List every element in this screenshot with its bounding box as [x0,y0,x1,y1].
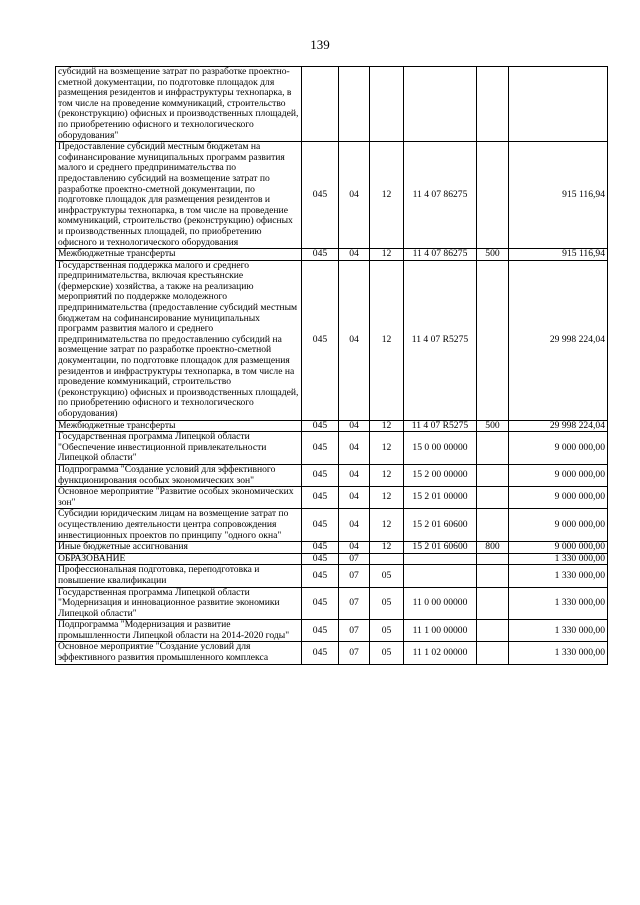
row-section-code: 04 [339,260,370,420]
row-admin-code: 045 [302,464,339,486]
row-target-article: 11 1 00 00000 [404,620,477,642]
table-row [56,420,608,432]
row-subsection-code: 12 [370,432,404,465]
row-section-code: 07 [339,620,370,642]
row-section-code: 04 [339,487,370,509]
row-name: ОБРАЗОВАНИЕ [56,553,302,565]
row-target-article: 11 4 07 R5275 [404,260,477,420]
row-expense-type [477,487,509,509]
row-name: Субсидии юридическим лицам на возмещение затрат по осуществлению деятельности центра сопровождения инвестиционных проектов по принципу "одного окна" [56,509,302,542]
row-subsection-code: 12 [370,260,404,420]
row-amount: 1 330 000,00 [509,620,608,642]
row-expense-type [477,432,509,465]
row-target-article: 15 0 00 00000 [404,432,477,465]
row-amount: 29 998 224,04 [509,260,608,420]
row-admin-code: 045 [302,142,339,249]
row-subsection-code: 12 [370,420,404,432]
table-row [56,620,608,642]
row-section-code: 07 [339,565,370,587]
row-section-code: 04 [339,249,370,261]
row-admin-code: 045 [302,642,339,664]
row-target-article: 11 4 07 86275 [404,249,477,261]
row-name: Подпрограмма "Модернизация и развитие промышленности Липецкой области на 2014-2020 годы" [56,620,302,642]
row-target-article: 15 2 01 60600 [404,509,477,542]
row-admin-code: 045 [302,542,339,554]
row-name: Государственная поддержка малого и среднего предпринимательства, включая крестьянские (фермерские) хозяйства, а также на реализацию мероприятий по поддержке молодежного предпринимательства (предоставление субсидий местным бюджетам на софинансирование муниципальных программ развития малого и среднего предпринимательства по предоставлению субсидий на возмещение затрат по разработке проектно-сметной документации, по подготовке площадок для размещения резидентов и инфраструктуры технопарка, в том числе на проведение коммуникаций, строительство (реконструкцию) офисных и производственных площадей, по приобретению офисного и технологического оборудования) [56,260,302,420]
table-row [56,67,608,142]
row-name: Межбюджетные трансферты [56,420,302,432]
row-subsection-code: 12 [370,542,404,554]
row-amount: 9 000 000,00 [509,509,608,542]
row-target-article: 15 2 00 00000 [404,464,477,486]
row-target-article [404,565,477,587]
row-amount: 9 000 000,00 [509,464,608,486]
row-section-code: 04 [339,142,370,249]
row-section-code: 07 [339,587,370,620]
row-admin-code: 045 [302,432,339,465]
row-subsection-code: 05 [370,587,404,620]
table-row [56,642,608,664]
table-row [56,542,608,554]
row-name: Основное мероприятие "Развитие особых экономических зон" [56,487,302,509]
row-admin-code: 045 [302,553,339,565]
row-subsection-code: 12 [370,249,404,261]
row-section-code: 04 [339,464,370,486]
row-name: Государственная программа Липецкой области "Модернизация и инновационное развитие экономики Липецкой области" [56,587,302,620]
table-row [56,565,608,587]
row-target-article: 15 2 01 60600 [404,542,477,554]
row-subsection-code: 12 [370,464,404,486]
row-name: Предоставление субсидий местным бюджетам на софинансирование муниципальных программ развития малого и среднего предпринимательства по предоставлению субсидий на возмещение затрат по разработке проектно-сметной документации, по подготовке площадок для размещения резидентов и инфраструктуры технопарка, в том числе на проведение коммуникаций, строительство (реконструкцию) офисных и производственных площадей, по приобретению офисного и технологического оборудования [56,142,302,249]
row-amount: 1 330 000,00 [509,642,608,664]
row-name: субсидий на возмещение затрат по разработке проектно-сметной документации, по подготовке площадок для размещения резидентов и инфраструктуры технопарка, в том числе на проведение коммуникаций, строительство (реконструкцию) офисных и производственных площадей, по приобретению офисного и технологического оборудования" [56,67,302,142]
row-subsection-code: 05 [370,620,404,642]
row-amount: 915 116,94 [509,142,608,249]
row-expense-type [477,142,509,249]
row-admin-code: 045 [302,260,339,420]
row-expense-type: 500 [477,249,509,261]
row-expense-type: 800 [477,542,509,554]
row-target-article [404,67,477,142]
table-row [56,587,608,620]
row-expense-type [477,565,509,587]
row-subsection-code [370,553,404,565]
row-section-code: 07 [339,553,370,565]
table-row [56,249,608,261]
row-amount: 9 000 000,00 [509,487,608,509]
table-row [56,142,608,249]
row-expense-type: 500 [477,420,509,432]
row-admin-code: 045 [302,249,339,261]
row-target-article: 11 0 00 00000 [404,587,477,620]
row-subsection-code: 05 [370,642,404,664]
row-amount: 1 330 000,00 [509,587,608,620]
row-admin-code: 045 [302,620,339,642]
row-target-article [404,553,477,565]
row-expense-type [477,67,509,142]
row-section-code [339,67,370,142]
row-expense-type [477,620,509,642]
row-admin-code: 045 [302,587,339,620]
row-name: Основное мероприятие "Создание условий для эффективного развития промышленного комплекса [56,642,302,664]
row-expense-type [477,553,509,565]
row-section-code: 04 [339,509,370,542]
row-admin-code: 045 [302,420,339,432]
row-expense-type [477,464,509,486]
row-amount: 1 330 000,00 [509,553,608,565]
row-amount: 9 000 000,00 [509,542,608,554]
table-row [56,260,608,420]
row-name: Иные бюджетные ассигнования [56,542,302,554]
row-name: Государственная программа Липецкой области "Обеспечение инвестиционной привлекательности Липецкой области" [56,432,302,465]
row-subsection-code: 12 [370,487,404,509]
row-subsection-code: 12 [370,509,404,542]
row-admin-code: 045 [302,487,339,509]
budget-table [55,66,608,665]
row-amount: 1 330 000,00 [509,565,608,587]
row-target-article: 15 2 01 00000 [404,487,477,509]
row-amount: 915 116,94 [509,249,608,261]
row-name: Профессиональная подготовка, переподготовка и повышение квалификации [56,565,302,587]
row-section-code: 04 [339,432,370,465]
row-expense-type [477,509,509,542]
row-section-code: 07 [339,642,370,664]
row-amount [509,67,608,142]
row-target-article: 11 4 07 86275 [404,142,477,249]
row-expense-type [477,260,509,420]
row-admin-code: 045 [302,509,339,542]
row-name: Межбюджетные трансферты [56,249,302,261]
table-row [56,487,608,509]
row-admin-code: 045 [302,565,339,587]
row-target-article: 11 4 07 R5275 [404,420,477,432]
row-admin-code [302,67,339,142]
row-section-code: 04 [339,542,370,554]
page-number: 139 [310,37,330,52]
row-subsection-code: 12 [370,142,404,249]
row-expense-type [477,587,509,620]
table-row [56,432,608,465]
row-name: Подпрограмма "Создание условий для эффективного функционирования особых экономических зон" [56,464,302,486]
row-subsection-code: 05 [370,565,404,587]
row-target-article: 11 1 02 00000 [404,642,477,664]
table-row [56,464,608,486]
table-row [56,553,608,565]
row-amount: 9 000 000,00 [509,432,608,465]
row-subsection-code [370,67,404,142]
row-expense-type [477,642,509,664]
table-row [56,509,608,542]
row-amount: 29 998 224,04 [509,420,608,432]
row-section-code: 04 [339,420,370,432]
